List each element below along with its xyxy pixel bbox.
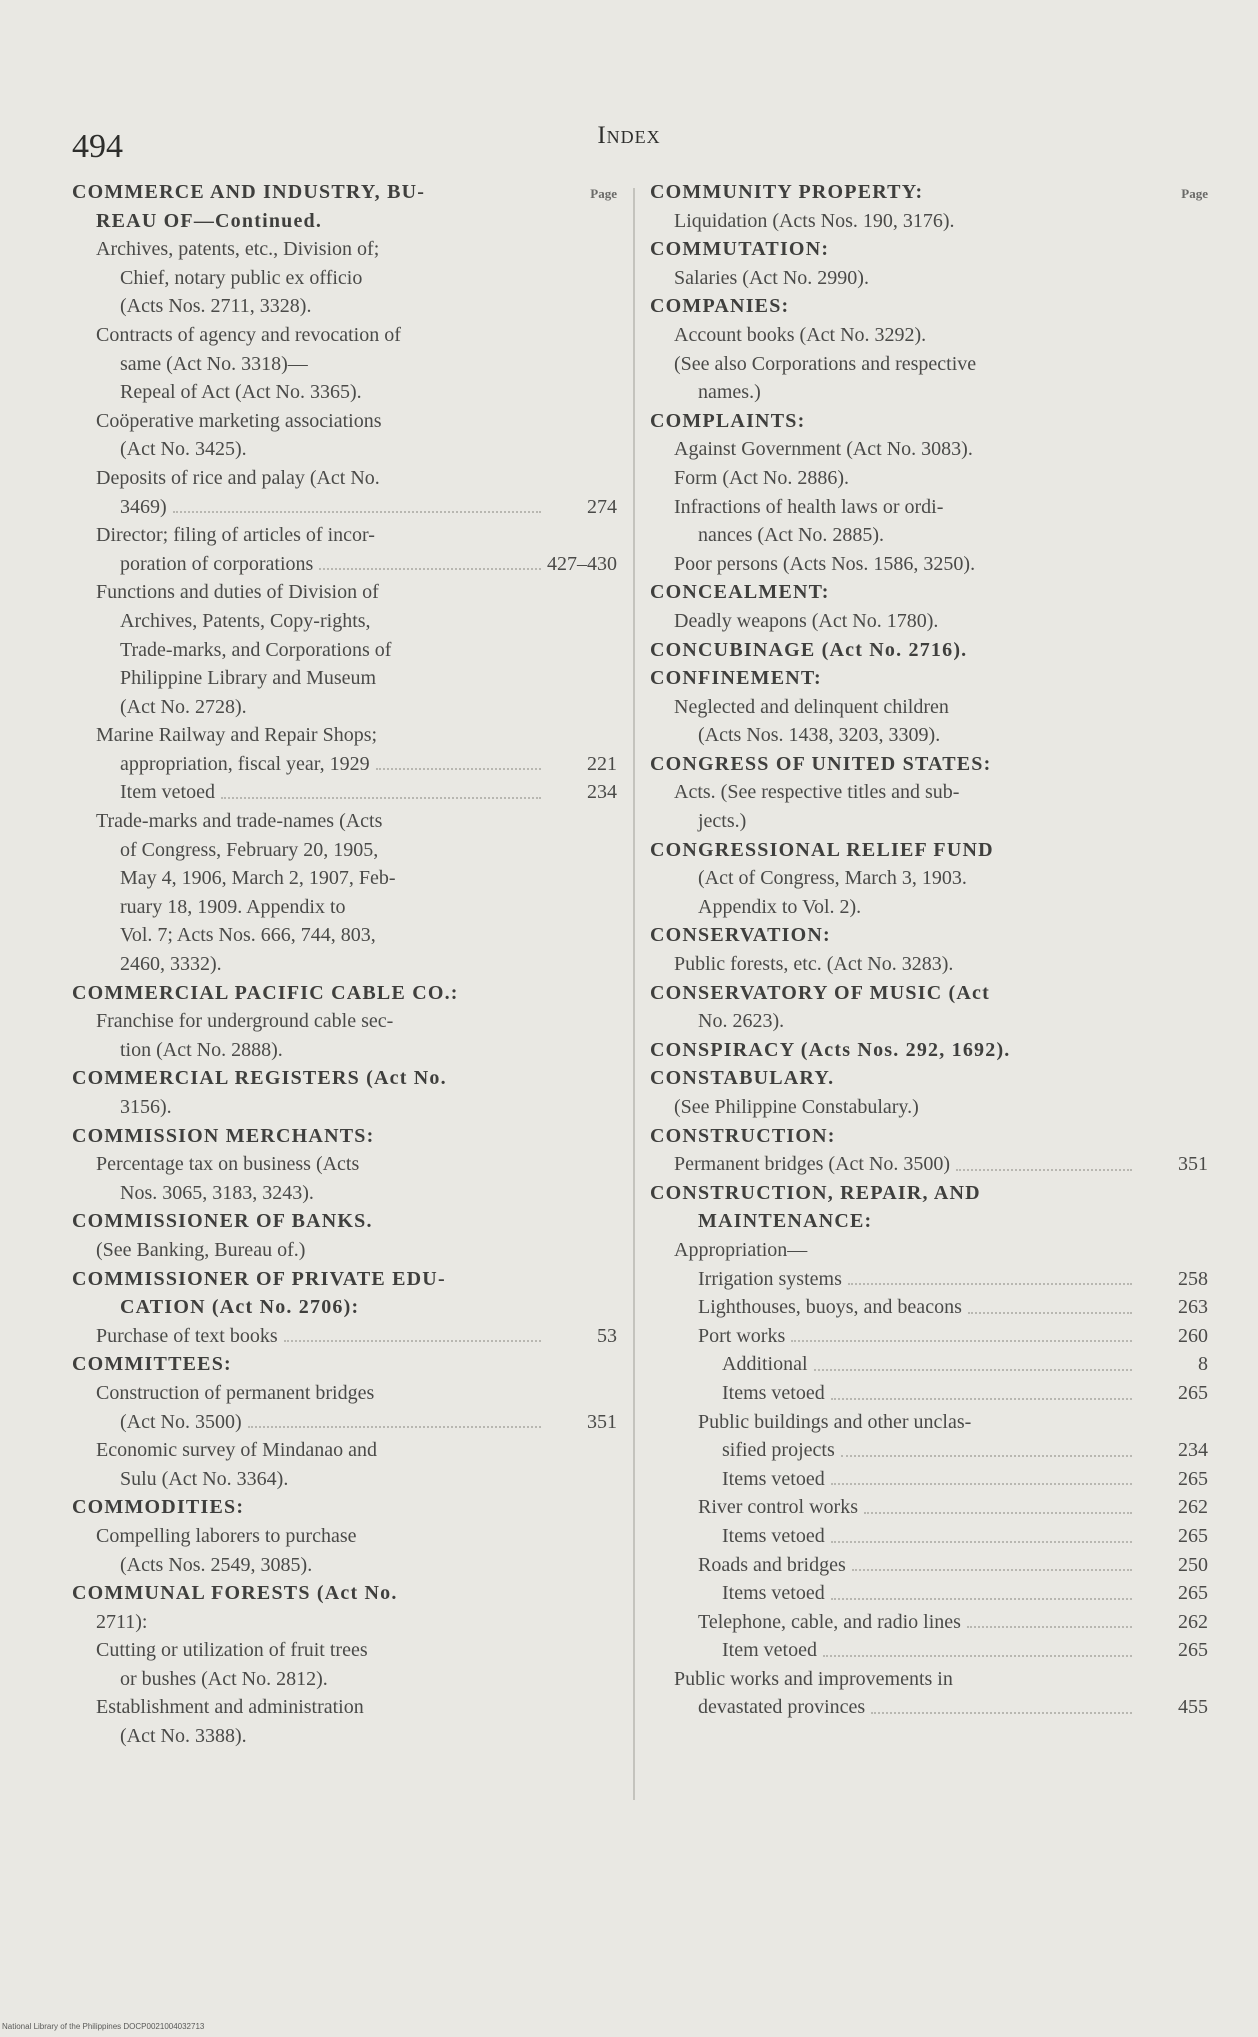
index-heading: REAU OF—Continued. xyxy=(96,209,323,232)
leader-dots xyxy=(248,1426,541,1428)
index-entry: Trade-marks and trade-names (Acts xyxy=(96,810,383,833)
index-heading: COMMODITIES: xyxy=(72,1496,245,1519)
index-heading: CATION (Act No. 2706): xyxy=(120,1296,360,1319)
index-heading: MAINTENANCE: xyxy=(698,1210,873,1233)
index-entry: 3156). xyxy=(120,1096,172,1118)
index-entry-with-page xyxy=(650,1265,1208,1294)
entry-text: River control works xyxy=(698,1496,858,1519)
leader-dots xyxy=(831,1598,1132,1600)
index-entry: No. 2623). xyxy=(698,1010,785,1033)
index-heading: CONSPIRACY (Acts Nos. 292, 1692). xyxy=(650,1038,1011,1061)
page-number: 494 xyxy=(72,128,123,165)
page-reference: 351 xyxy=(1178,1153,1208,1176)
page-reference: 262 xyxy=(1178,1610,1208,1633)
index-entry: Public works and improvements in xyxy=(674,1667,953,1690)
scan-footer: National Library of the Philippines DOCP0021004032713 xyxy=(2,2022,205,2031)
index-entry: Functions and duties of Division of xyxy=(96,581,379,604)
entry-text: poration of corporations xyxy=(120,552,314,575)
leader-dots xyxy=(831,1541,1132,1543)
index-entry-with-page xyxy=(72,1408,617,1437)
index-entry: Salaries (Act No. 2990). xyxy=(674,266,869,289)
index-entry: or bushes (Act No. 2812). xyxy=(120,1667,328,1690)
page-reference: 260 xyxy=(1178,1324,1208,1347)
index-entry: Repeal of Act (Act No. 3365). xyxy=(120,381,362,404)
index-entry: ruary 18, 1909. Appendix to xyxy=(120,895,346,918)
entry-text: Additional xyxy=(722,1353,808,1376)
index-heading: COMMISSIONER OF PRIVATE EDU- xyxy=(72,1267,446,1290)
index-entries xyxy=(72,178,617,1751)
page-reference: 427–430 xyxy=(547,552,617,575)
page-reference: 250 xyxy=(1178,1553,1208,1576)
index-heading: COMPANIES: xyxy=(650,295,790,318)
leader-dots xyxy=(871,1712,1132,1714)
index-entry: Liquidation (Acts Nos. 190, 3176). xyxy=(674,209,955,232)
index-entry-with-page xyxy=(72,493,617,522)
index-heading: CONFINEMENT: xyxy=(650,667,822,690)
index-heading: CONGRESSIONAL RELIEF FUND xyxy=(650,838,994,861)
leader-dots xyxy=(791,1340,1132,1342)
index-entry: (Act No. 3388). xyxy=(120,1725,247,1748)
index-entry: Director; filing of articles of incor- xyxy=(96,524,375,547)
index-entry: (Act No. 3425). xyxy=(120,438,247,461)
leader-dots xyxy=(173,511,541,513)
index-entry: same (Act No. 3318)— xyxy=(120,352,308,375)
index-entry-with-page xyxy=(650,1608,1208,1637)
index-entry: nances (Act No. 2885). xyxy=(698,524,885,547)
index-entry: (Act of Congress, March 3, 1903. xyxy=(698,867,967,890)
leader-dots xyxy=(956,1169,1132,1171)
leader-dots xyxy=(814,1369,1132,1371)
entry-text: Irrigation systems xyxy=(698,1267,842,1290)
index-entry: Nos. 3065, 3183, 3243). xyxy=(120,1181,314,1204)
index-entry: Acts. (See respective titles and sub- xyxy=(674,781,960,804)
index-entry: (Acts Nos. 2711, 3328). xyxy=(120,295,312,318)
page-column-label: Page xyxy=(1181,186,1208,201)
index-entry: Contracts of agency and revocation of xyxy=(96,323,401,346)
index-entry: Economic survey of Mindanao and xyxy=(96,1439,378,1462)
leader-dots xyxy=(823,1655,1132,1657)
index-entry: Establishment and administration xyxy=(96,1696,364,1719)
index-entry: (See also Corporations and respective xyxy=(674,352,977,375)
index-entry-with-page xyxy=(650,1150,1208,1179)
entry-text: Items vetoed xyxy=(722,1524,825,1547)
page-reference: 274 xyxy=(587,495,617,518)
leader-dots xyxy=(284,1340,541,1342)
index-heading: COMMITTEES: xyxy=(72,1353,232,1376)
index-entry-with-page xyxy=(72,550,617,579)
index-entry: Marine Railway and Repair Shops; xyxy=(96,724,378,747)
index-heading: COMMERCIAL PACIFIC CABLE CO.: xyxy=(72,981,459,1004)
index-entry-with-page xyxy=(72,750,617,779)
index-entry: Chief, notary public ex officio xyxy=(120,266,363,289)
index-entry: Coöperative marketing associations xyxy=(96,409,382,432)
index-entry: Neglected and delinquent children xyxy=(674,695,949,718)
leader-dots xyxy=(831,1483,1132,1485)
index-entry: Cutting or utilization of fruit trees xyxy=(96,1639,368,1662)
index-entry-with-page xyxy=(72,1322,617,1351)
page-reference: 53 xyxy=(597,1324,617,1347)
index-entry: (Act No. 2728). xyxy=(120,695,247,718)
index-entry: Construction of permanent bridges xyxy=(96,1381,375,1404)
page-reference: 8 xyxy=(1198,1353,1208,1376)
page-reference: 221 xyxy=(587,752,617,775)
page-reference: 234 xyxy=(1178,1439,1208,1462)
index-entry-with-page xyxy=(650,1522,1208,1551)
entry-text: Items vetoed xyxy=(722,1381,825,1404)
index-entry: Sulu (Act No. 3364). xyxy=(120,1467,289,1490)
entry-text: appropriation, fiscal year, 1929 xyxy=(120,752,370,775)
index-entry-with-page xyxy=(650,1465,1208,1494)
page-reference: 263 xyxy=(1178,1296,1208,1319)
page-reference: 455 xyxy=(1178,1696,1208,1719)
entry-text: Item vetoed xyxy=(722,1639,817,1662)
index-entry-with-page xyxy=(650,1493,1208,1522)
index-entry-with-page xyxy=(650,1436,1208,1465)
index-entry: Trade-marks, and Corporations of xyxy=(120,638,392,661)
index-heading: COMMUTATION: xyxy=(650,238,830,261)
index-entry: (See Banking, Bureau of.) xyxy=(96,1238,306,1261)
index-entry: Archives, patents, etc., Division of; xyxy=(96,238,380,261)
page-reference: 234 xyxy=(587,781,617,804)
index-heading: CONCEALMENT: xyxy=(650,581,830,604)
index-entry: Deposits of rice and palay (Act No. xyxy=(96,466,380,489)
index-entry: (Acts Nos. 2549, 3085). xyxy=(120,1553,313,1576)
index-entries xyxy=(650,178,1208,1722)
index-heading: CONGRESS OF UNITED STATES: xyxy=(650,752,992,775)
index-entry-with-page xyxy=(650,1293,1208,1322)
index-heading: COMMISSIONER OF BANKS. xyxy=(72,1210,373,1233)
index-entry: Percentage tax on business (Acts xyxy=(96,1153,360,1176)
index-heading: CONSERVATION: xyxy=(650,924,831,947)
index-entry: Deadly weapons (Act No. 1780). xyxy=(674,609,939,632)
leader-dots xyxy=(841,1455,1132,1457)
index-entry: of Congress, February 20, 1905, xyxy=(120,838,379,861)
page-reference: 258 xyxy=(1178,1267,1208,1290)
index-heading: COMMUNAL FORESTS (Act No. xyxy=(72,1582,398,1605)
index-entry-with-page xyxy=(650,1322,1208,1351)
page-reference: 351 xyxy=(587,1410,617,1433)
index-heading: COMMERCIAL REGISTERS (Act No. xyxy=(72,1067,447,1090)
entry-text: sified projects xyxy=(722,1439,835,1462)
index-column-left xyxy=(72,178,617,1751)
entry-text: Roads and bridges xyxy=(698,1553,846,1576)
entry-text: Lighthouses, buoys, and beacons xyxy=(698,1296,962,1319)
entry-text: devastated provinces xyxy=(698,1696,866,1719)
leader-dots xyxy=(319,568,541,570)
index-entry: Form (Act No. 2886). xyxy=(674,466,849,489)
index-entry-with-page xyxy=(650,1350,1208,1379)
page-reference: 265 xyxy=(1178,1639,1208,1662)
index-entry: Against Government (Act No. 3083). xyxy=(674,438,973,461)
index-entry-with-page xyxy=(650,1551,1208,1580)
index-heading: CONSTRUCTION, REPAIR, AND xyxy=(650,1181,981,1204)
page-column-label: Page xyxy=(590,186,617,201)
index-entry: jects.) xyxy=(698,810,747,833)
index-heading: CONCUBINAGE (Act No. 2716). xyxy=(650,638,968,661)
column-divider xyxy=(633,188,635,1800)
index-entry-with-page xyxy=(650,1693,1208,1722)
index-entry: Appendix to Vol. 2). xyxy=(698,895,862,918)
index-entry: (Acts Nos. 1438, 3203, 3309). xyxy=(698,724,941,747)
page-reference: 265 xyxy=(1178,1467,1208,1490)
leader-dots xyxy=(848,1283,1132,1285)
index-entry: tion (Act No. 2888). xyxy=(120,1038,283,1061)
entry-text: Items vetoed xyxy=(722,1467,825,1490)
index-entry-with-page xyxy=(650,1379,1208,1408)
index-entry: Public forests, etc. (Act No. 3283). xyxy=(674,953,954,976)
page-reference: 265 xyxy=(1178,1524,1208,1547)
page-reference: 262 xyxy=(1178,1496,1208,1519)
leader-dots xyxy=(864,1512,1132,1514)
page-reference: 265 xyxy=(1178,1582,1208,1605)
index-entry: Archives, Patents, Copy-rights, xyxy=(120,609,371,632)
entry-text: Telephone, cable, and radio lines xyxy=(698,1610,961,1633)
index-entry: Appropriation— xyxy=(674,1238,808,1261)
index-entry: Franchise for underground cable sec- xyxy=(96,1010,394,1033)
index-entry-with-page xyxy=(650,1579,1208,1608)
index-heading: COMMUNITY PROPERTY: xyxy=(650,181,924,203)
index-entry: Vol. 7; Acts Nos. 666, 744, 803, xyxy=(120,924,376,947)
index-entry: Infractions of health laws or ordi- xyxy=(674,495,944,518)
index-entry: 2460, 3332). xyxy=(120,953,222,976)
page-reference: 265 xyxy=(1178,1381,1208,1404)
index-entry: Public buildings and other unclas- xyxy=(698,1410,972,1433)
index-entry: Compelling laborers to purchase xyxy=(96,1524,357,1547)
leader-dots xyxy=(968,1312,1132,1314)
index-heading: CONSERVATORY OF MUSIC (Act xyxy=(650,981,990,1004)
index-entry: names.) xyxy=(698,381,761,404)
entry-text: Item vetoed xyxy=(120,781,215,804)
leader-dots xyxy=(221,797,541,799)
entry-text: Permanent bridges (Act No. 3500) xyxy=(674,1153,951,1176)
index-entry-with-page xyxy=(650,1636,1208,1665)
index-heading: CONSTABULARY. xyxy=(650,1067,835,1090)
index-entry: Philippine Library and Museum xyxy=(120,667,377,690)
index-heading: COMMISSION MERCHANTS: xyxy=(72,1124,375,1147)
entry-text: (Act No. 3500) xyxy=(120,1410,242,1433)
entry-text: Port works xyxy=(698,1324,786,1347)
index-entry: Account books (Act No. 3292). xyxy=(674,323,927,346)
page-title: Index xyxy=(597,122,661,149)
leader-dots xyxy=(831,1398,1132,1400)
entry-text: 3469) xyxy=(120,495,167,518)
entry-text: Items vetoed xyxy=(722,1582,825,1605)
leader-dots xyxy=(852,1569,1132,1571)
index-entry: May 4, 1906, March 2, 1907, Feb- xyxy=(120,867,396,890)
entry-text: Purchase of text books xyxy=(96,1324,278,1347)
leader-dots xyxy=(967,1626,1132,1628)
index-entry-with-page xyxy=(72,778,617,807)
leader-dots xyxy=(376,768,541,770)
index-column-right xyxy=(650,178,1208,1722)
index-heading: COMPLAINTS: xyxy=(650,409,806,432)
index-entry: 2711): xyxy=(96,1610,148,1633)
index-entry: Poor persons (Acts Nos. 1586, 3250). xyxy=(674,552,976,575)
index-entry: (See Philippine Constabulary.) xyxy=(674,1096,919,1118)
index-heading: CONSTRUCTION: xyxy=(650,1124,836,1147)
index-heading: COMMERCE AND INDUSTRY, BU- xyxy=(72,181,426,203)
